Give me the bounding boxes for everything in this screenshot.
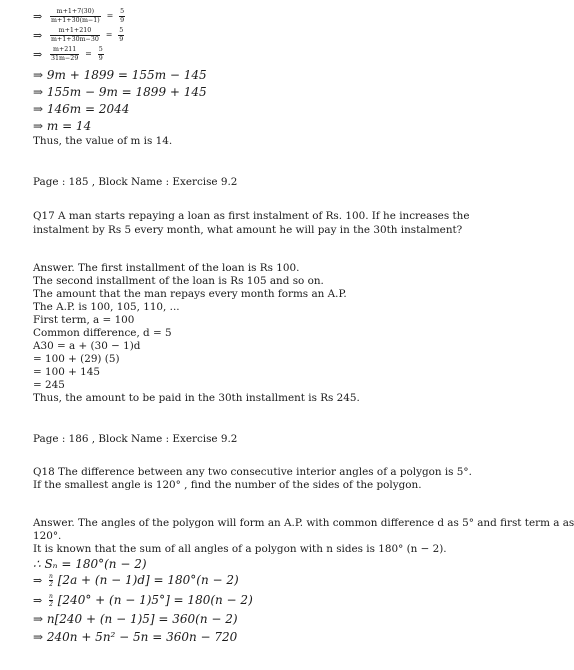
answer-17-line: The amount that the man repays every month forms an A.P.	[33, 288, 347, 300]
denominator: m+1+30(m−1)	[51, 16, 100, 24]
implies-symbol: ⇒	[33, 28, 43, 42]
fraction-rhs	[119, 8, 125, 24]
numerator: 5	[120, 8, 125, 15]
denominator: m+1+30m−30	[51, 35, 99, 43]
answer-17-line: = 245	[33, 379, 65, 391]
answer-17-line: Answer. The first installment of the loan is Rs 100.	[33, 262, 300, 274]
question-18-line-1: Q18 The difference between any two consecutive interior angles of a polygon is 5°.	[33, 466, 472, 478]
question-17-line-2: instalment by Rs 5 every month, what amount he will pay in the 30th instalment?	[33, 224, 463, 236]
fraction	[50, 46, 79, 62]
equation-line-2	[33, 27, 126, 43]
implies-symbol: ⇒	[33, 574, 43, 587]
answer-18-line: Answer. The angles of the polygon will form an A.P. with common difference d as 5° and first term a as	[33, 517, 574, 529]
math-line: ⇒ n[240 + (n − 1)5] = 360(n − 2)	[33, 612, 238, 626]
math-line: ∴ Sₙ = 180°(n − 2)	[33, 557, 147, 571]
numerator: m+1+7(30)	[50, 8, 101, 17]
math-line	[33, 593, 253, 608]
answer-18-line: It is known that the sum of all angles of a polygon with n sides is 180° (n − 2).	[33, 543, 447, 555]
equation-line-6: ⇒ 146m = 2044	[33, 102, 130, 116]
answer-17-line: = 100 + (29) (5)	[33, 353, 120, 365]
fraction	[49, 573, 53, 588]
implies-symbol: ⇒	[33, 594, 43, 607]
question-17-line-1: Q17 A man starts repaying a loan as first instalment of Rs. 100. If he increases the	[33, 210, 470, 222]
answer-17-line: = 100 + 145	[33, 366, 100, 378]
equals-sign: =	[106, 11, 114, 21]
fraction-rhs	[98, 46, 104, 62]
page-reference: Page : 185 , Block Name : Exercise 9.2	[33, 176, 238, 188]
denominator: 9	[119, 35, 124, 43]
math-expression: [240° + (n − 1)5°] = 180(n − 2)	[57, 593, 253, 607]
math-line	[33, 573, 239, 588]
equation-line-3	[33, 46, 106, 62]
implies-symbol: ⇒	[33, 9, 43, 23]
denominator: 31m−29	[51, 54, 79, 62]
answer-18-line: 120°.	[33, 530, 62, 542]
denominator: 2	[49, 581, 53, 588]
answer-17-line: The A.P. is 100, 105, 110, ...	[33, 301, 180, 313]
denominator: 9	[120, 16, 125, 24]
page-reference: Page : 186 , Block Name : Exercise 9.2	[33, 433, 238, 445]
equation-line-7: ⇒ m = 14	[33, 119, 92, 133]
fraction	[50, 27, 100, 43]
fraction-rhs	[118, 27, 124, 43]
question-18-line-2: If the smallest angle is 120° , find the number of the sides of the polygon.	[33, 479, 422, 491]
answer-17-line: A30 = a + (30 − 1)d	[33, 340, 141, 352]
conclusion-text: Thus, the value of m is 14.	[33, 135, 173, 147]
numerator: m+1+210	[50, 27, 100, 36]
fraction	[49, 593, 53, 608]
answer-17-line: Thus, the amount to be paid in the 30th installment is Rs 245.	[33, 392, 360, 404]
numerator: n	[49, 593, 53, 600]
answer-17-line: Common difference, d = 5	[33, 327, 172, 339]
math-line: ⇒ 240n + 5n² − 5n = 360n − 720	[33, 630, 238, 644]
equation-line-4: ⇒ 9m + 1899 = 155m − 145	[33, 68, 207, 82]
equation-line-5: ⇒ 155m − 9m = 1899 + 145	[33, 85, 207, 99]
fraction	[50, 8, 101, 24]
denominator: 2	[49, 601, 53, 608]
numerator: 5	[119, 27, 124, 34]
answer-17-line: First term, a = 100	[33, 314, 135, 326]
equals-sign: =	[85, 49, 92, 59]
numerator: 5	[98, 46, 103, 53]
numerator: n	[49, 573, 53, 580]
denominator: 9	[98, 54, 103, 62]
answer-17-line: The second installment of the loan is Rs 105 and so on.	[33, 275, 324, 287]
math-expression: [2a + (n − 1)d] = 180°(n − 2)	[57, 573, 239, 587]
numerator: m+211	[50, 46, 79, 55]
equals-sign: =	[105, 30, 113, 40]
implies-symbol: ⇒	[33, 47, 43, 61]
equation-line-1	[33, 8, 127, 24]
